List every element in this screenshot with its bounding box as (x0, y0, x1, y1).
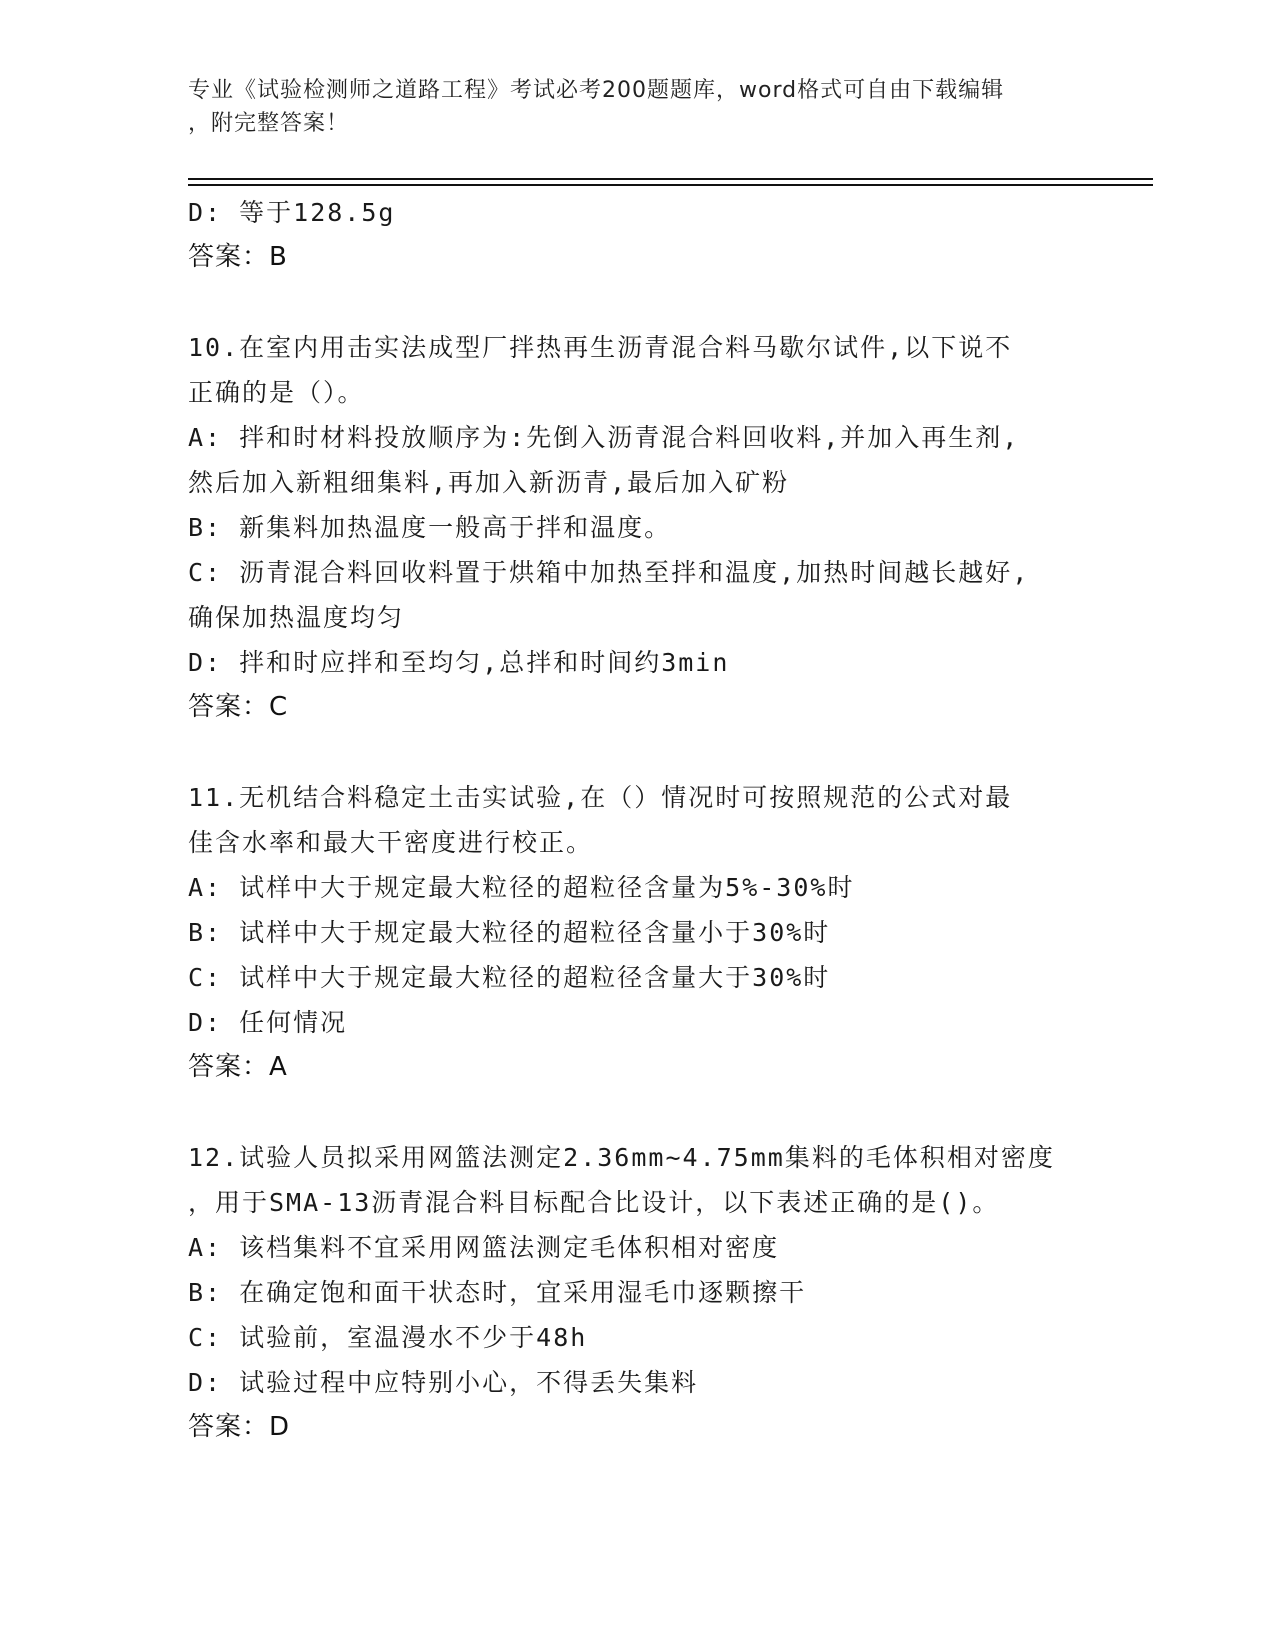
header-divider-top (188, 178, 1153, 180)
q10-option-c-line-1: C: 沥青混合料回收料置于烘箱中加热至拌和温度,加热时间越长越好, (188, 558, 1030, 587)
q11-stem-line-1: 11.无机结合料稳定土击实试验,在（）情况时可按照规范的公式对最 (188, 783, 1013, 812)
q11-option-b: B: 试样中大于规定最大粒径的超粒径含量小于30%时 (188, 918, 831, 947)
q12-option-c: C: 试验前，室温漫水不少于48h (188, 1323, 588, 1352)
q11-stem-line-2: 佳含水率和最大干密度进行校正。 (188, 828, 594, 857)
q10-option-a-line-1: A: 拌和时材料投放顺序为:先倒入沥青混合料回收料,并加入再生剂, (188, 423, 1020, 452)
q11-option-a: A: 试样中大于规定最大粒径的超粒径含量为5%-30%时 (188, 873, 855, 902)
spacer (188, 730, 1088, 775)
q10-answer: 答案：C (188, 692, 289, 722)
q12-answer: 答案：D (188, 1412, 291, 1442)
spacer (188, 280, 1088, 325)
spacer (188, 1090, 1088, 1135)
question-10 (188, 325, 1088, 730)
q12-stem-line-2: ，用于SMA-13沥青混合料目标配合比设计，以下表述正确的是()。 (188, 1188, 1000, 1217)
q12-option-d: D: 试验过程中应特别小心，不得丢失集料 (188, 1368, 699, 1397)
q10-option-d: D: 拌和时应拌和至均匀,总拌和时间约3min (188, 648, 730, 677)
header-line-1: 专业《试验检测师之道路工程》考试必考200题题库，word格式可自由下载编辑 (188, 78, 1005, 103)
header-divider-bottom (188, 184, 1153, 186)
q12-option-a: A: 该档集料不宜采用网篮法测定毛体积相对密度 (188, 1233, 780, 1262)
document-body (188, 190, 1088, 1450)
q10-option-c-line-2: 确保加热温度均匀 (188, 603, 405, 632)
q12-stem-line-1: 12.试验人员拟采用网篮法测定2.36mm~4.75mm集料的毛体积相对密度 (188, 1143, 1055, 1172)
question-9 (188, 190, 1088, 280)
q10-option-a-line-2: 然后加入新粗细集料,再加入新沥青,最后加入矿粉 (188, 468, 790, 497)
q10-option-b: B: 新集料加热温度一般高于拌和温度。 (188, 513, 672, 542)
q12-option-b: B: 在确定饱和面干状态时，宜采用湿毛巾逐颗擦干 (188, 1278, 807, 1307)
q10-stem-line-1: 10.在室内用击实法成型厂拌热再生沥青混合料马歇尔试件,以下说不 (188, 333, 1013, 362)
q10-stem-line-2: 正确的是（）。 (188, 378, 365, 407)
q11-answer: 答案：A (188, 1052, 288, 1082)
q9-answer: 答案：B (188, 242, 288, 272)
document-header (188, 74, 1088, 140)
q9-option-d: D: 等于128.5g (188, 198, 396, 227)
question-11 (188, 775, 1088, 1090)
q11-option-c: C: 试样中大于规定最大粒径的超粒径含量大于30%时 (188, 963, 831, 992)
header-line-2: ，附完整答案！ (188, 111, 350, 136)
question-12 (188, 1135, 1088, 1450)
q11-option-d: D: 任何情况 (188, 1008, 348, 1037)
